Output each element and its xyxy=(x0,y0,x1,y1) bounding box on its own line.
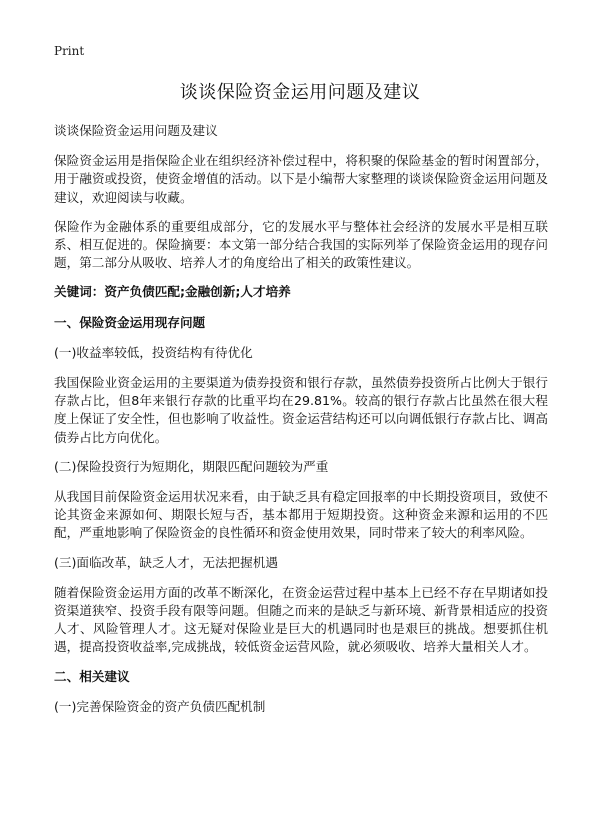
section-1-item-3-heading: (三)面临改革，缺乏人才，无法把握机遇 xyxy=(54,554,278,570)
print-label[interactable]: Print xyxy=(54,44,85,58)
section-2-heading: 二、相关建议 xyxy=(54,668,130,684)
document-subtitle: 谈谈保险资金运用问题及建议 xyxy=(54,123,218,138)
section-1-item-2-text: 从我国目前保险资金运用状况来看，由于缺乏具有稳定回报率的中长期投资项目，致使不论其资金来源如何、期限长短与否，基本都用于短期投资。这种资金来源和运用的不匹配，严重地影响了保险资金的良性循环和资金使用效果，同时带来了较大的利率风险。 xyxy=(54,489,548,541)
abstract-paragraph: 保险作为金融体系的重要组成部分，它的发展水平与整体社会经济的发展水平是相互联系、相互促进的。保险摘要：本文第一部分结合我国的实际列举了保险资金运用的现存问题，第二部分从吸收、培养人才的角度给出了相关的政策性建议。 xyxy=(54,218,548,271)
section-1-item-3-text: 随着保险资金运用方面的改革不断深化，在资金运营过程中基本上已经不存在早期诸如投资渠道狭窄、投资手段有限等问题。但随之而来的是缺乏与新环境、新背景相适应的投资人才、风险管理人才。这无疑对保险业是巨大的机遇同时也是艰巨的挑战。想要抓住机遇，提高投资收益率,完成挑战，较低资金运营风险，就必须吸收、培养大量相关人才。 xyxy=(54,584,548,655)
document-title: 谈谈保险资金运用问题及建议 xyxy=(179,82,421,103)
section-2-item-1-heading: (一)完善保险资金的资产负债匹配机制 xyxy=(54,698,266,714)
section-1-heading: 一、保险资金运用现存问题 xyxy=(54,314,206,330)
section-1-item-1-text: 我国保险业资金运用的主要渠道为债券投资和银行存款，虽然债券投资所占比例大于银行存款占比，但8年来银行存款的比重平均在29.81%。较高的银行存款占比虽然在很大程度上保证了安全性，但也影响了收益性。资金运营结构还可以向调低银行存款占比、调高债券占比方向优化。 xyxy=(54,375,548,445)
intro-paragraph: 保险资金运用是指保险企业在组织经济补偿过程中，将积聚的保险基金的暂时闲置部分，用于融资或投资，使资金增值的活动。以下是小编帮大家整理的谈谈保险资金运用问题及建议，欢迎阅读与收藏。 xyxy=(54,153,548,205)
section-1-item-2-heading: (二)保险投资行为短期化，期限匹配问题较为严重 xyxy=(54,458,329,474)
keywords-line: 关键词：资产负债匹配;金融创新;人才培养 xyxy=(54,284,291,300)
document-body xyxy=(54,122,548,728)
section-1-item-1-heading: (一)收益率较低，投资结构有待优化 xyxy=(54,344,253,360)
